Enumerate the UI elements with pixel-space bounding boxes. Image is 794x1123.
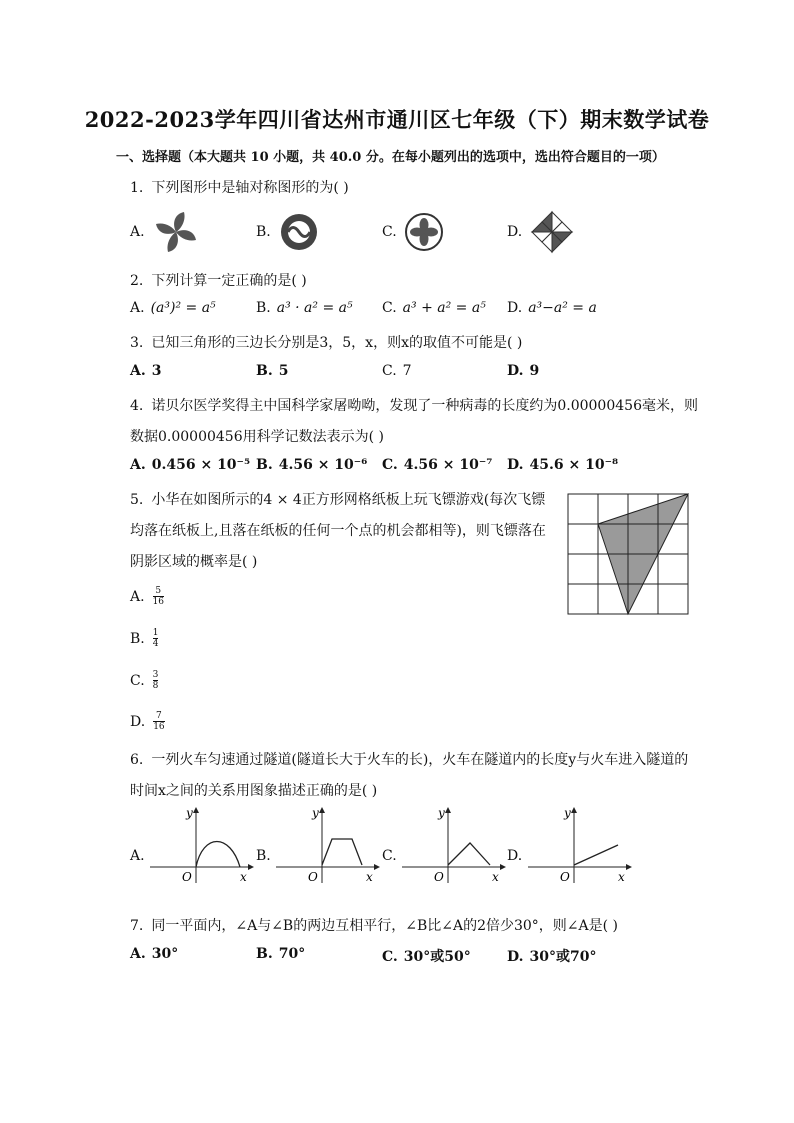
- question-text-line-1: 一列火车匀速通过隧道(隧道长大于火车的长)，火车在隧道内的长度y与火车进入隧道的: [151, 752, 689, 768]
- numerator: 3: [152, 670, 159, 680]
- q3-option-a[interactable]: [130, 363, 162, 379]
- option-label: A.: [130, 300, 145, 316]
- option-text: 0.456 × 10⁻⁵: [151, 457, 251, 473]
- q4-option-c[interactable]: [382, 457, 492, 473]
- axis-label-y: y: [564, 806, 571, 820]
- q6-option-d[interactable]: [507, 848, 522, 864]
- option-label: B.: [256, 363, 273, 379]
- q7-option-b[interactable]: [256, 946, 305, 962]
- q7-option-a[interactable]: [130, 946, 178, 962]
- denominator: 4: [152, 639, 159, 649]
- option-label: C.: [382, 224, 397, 240]
- axis-label-y: y: [312, 806, 319, 820]
- option-text: (a³)² = a⁵: [150, 300, 216, 316]
- q3-option-c[interactable]: [382, 363, 412, 379]
- q3-option-b[interactable]: [256, 363, 288, 379]
- axis-label-x: x: [366, 870, 373, 884]
- denominator: 16: [153, 722, 165, 732]
- option-label: C.: [382, 300, 397, 316]
- question-number: 5.: [130, 492, 144, 508]
- graph-d: [526, 805, 632, 885]
- fraction: [153, 670, 159, 691]
- fraction: [153, 628, 159, 649]
- option-label: A.: [130, 224, 145, 240]
- question-text: 下列计算一定正确的是( ): [151, 273, 307, 289]
- question-1: [130, 177, 349, 197]
- question-number: 1.: [130, 180, 144, 196]
- q3-option-d[interactable]: [507, 363, 539, 379]
- numerator: 7: [156, 711, 162, 721]
- origin-label: O: [308, 870, 318, 884]
- question-4-line-2: 数据0.00000456用科学记数法表示为( ): [130, 429, 384, 445]
- option-text: 70°: [278, 946, 306, 962]
- section-heading: 一、选择题（本大题共 10 小题，共 40.0 分。在每小题列出的选项中，选出符合题目的一项）: [116, 150, 665, 165]
- graph-c: [400, 805, 506, 885]
- axis-label-y: y: [186, 806, 193, 820]
- option-label: A.: [130, 457, 146, 473]
- q5-option-a[interactable]: [130, 586, 164, 607]
- question-7: [130, 915, 618, 935]
- option-text: 30°或50°: [403, 949, 471, 965]
- option-label: C.: [382, 457, 398, 473]
- option-text: 4.56 × 10⁻⁶: [278, 457, 368, 473]
- question-number: 7.: [130, 918, 144, 934]
- option-text: a³ · a² = a⁵: [276, 300, 353, 316]
- four-petal-figure: [404, 212, 444, 252]
- option-text: 30°或70°: [529, 949, 597, 965]
- axis-label-y: y: [438, 806, 445, 820]
- q1-option-d[interactable]: [507, 224, 522, 240]
- question-5-line-3: 阴影区域的概率是( ): [130, 554, 258, 570]
- question-text: 同一平面内，∠A与∠B的两边互相平行，∠B比∠A的2倍少30°，则∠A是( ): [151, 918, 619, 934]
- option-text: a³ + a² = a⁵: [402, 300, 486, 316]
- option-label: C.: [130, 672, 145, 689]
- question-6-line-2: 时间x之间的关系用图象描述正确的是( ): [130, 783, 378, 799]
- graph-b: [274, 805, 380, 885]
- option-label: B.: [256, 848, 271, 864]
- option-label: B.: [256, 224, 271, 240]
- question-number: 6.: [130, 752, 144, 768]
- question-5-line-2: 均落在纸板上,且落在纸板的任何一个点的机会都相等)，则飞镖落在: [130, 523, 546, 539]
- q5-option-d[interactable]: [130, 711, 165, 732]
- question-text-line-1: 小华在如图所示的4 × 4正方形网格纸板上玩飞镖游戏(每次飞镖: [151, 492, 546, 508]
- yin-yang-ring-figure: [279, 212, 319, 252]
- option-label: D.: [507, 457, 524, 473]
- q4-option-d[interactable]: [507, 457, 618, 473]
- option-label: D.: [130, 713, 146, 730]
- graph-a: [148, 805, 254, 885]
- option-label: D.: [507, 300, 523, 316]
- q6-option-c[interactable]: [382, 848, 397, 864]
- q6-option-a[interactable]: [130, 848, 145, 864]
- option-text: 7: [402, 363, 412, 379]
- question-text: 下列图形中是轴对称图形的为( ): [151, 180, 349, 196]
- q6-option-b[interactable]: [256, 848, 271, 864]
- question-2: [130, 270, 307, 290]
- option-label: D.: [507, 949, 524, 965]
- question-5: [130, 489, 545, 509]
- q1-option-c[interactable]: [382, 224, 397, 240]
- q2-option-d[interactable]: [507, 300, 597, 316]
- option-text: 4.56 × 10⁻⁷: [403, 457, 493, 473]
- option-label: C.: [382, 363, 397, 379]
- denominator: 16: [152, 597, 165, 607]
- question-number: 2.: [130, 273, 144, 289]
- question-text-line-1: 诺贝尔医学奖得主中国科学家屠呦呦，发现了一种病毒的长度约为0.00000456毫米，则: [151, 398, 698, 414]
- option-label: B.: [256, 946, 273, 962]
- option-label: B.: [256, 300, 271, 316]
- axis-label-x: x: [240, 870, 247, 884]
- windmill-figure: [529, 209, 575, 255]
- q7-option-d[interactable]: [507, 946, 596, 966]
- dartboard-grid-figure: [566, 492, 690, 616]
- q5-option-c[interactable]: [130, 670, 158, 691]
- page-title: 2022-2023学年四川省达州市通川区七年级（下）期末数学试卷: [84, 107, 710, 132]
- numerator: 5: [155, 586, 162, 596]
- option-label: D.: [507, 848, 523, 864]
- option-text: 3: [151, 363, 162, 379]
- pinwheel-figure: [154, 210, 198, 254]
- question-6: [130, 749, 688, 769]
- option-text: 5: [278, 363, 289, 379]
- q4-option-a[interactable]: [130, 457, 250, 473]
- option-label: B.: [256, 457, 273, 473]
- q5-option-b[interactable]: [130, 628, 158, 649]
- fraction: [153, 711, 164, 732]
- option-label: C.: [382, 949, 398, 965]
- question-number: 4.: [130, 398, 144, 414]
- q2-option-c[interactable]: [382, 300, 486, 316]
- option-label: A.: [130, 588, 145, 605]
- q2-option-b[interactable]: [256, 300, 353, 316]
- question-text: 已知三角形的三边长分别是3，5，x，则x的取值不可能是( ): [151, 335, 523, 351]
- question-4: [130, 395, 698, 415]
- axis-label-x: x: [492, 870, 499, 884]
- origin-label: O: [182, 870, 192, 884]
- origin-label: O: [434, 870, 444, 884]
- q1-option-b[interactable]: [256, 224, 271, 240]
- option-label: A.: [130, 848, 145, 864]
- option-label: C.: [382, 848, 397, 864]
- numerator: 1: [152, 628, 159, 638]
- denominator: 8: [152, 681, 159, 691]
- option-label: B.: [130, 630, 145, 647]
- q2-option-a[interactable]: [130, 300, 216, 316]
- option-text: 30°: [151, 946, 179, 962]
- option-label: D.: [507, 363, 524, 379]
- origin-label: O: [560, 870, 570, 884]
- option-label: A.: [130, 946, 146, 962]
- q7-option-c[interactable]: [382, 946, 471, 966]
- q4-option-b[interactable]: [256, 457, 367, 473]
- question-3: [130, 332, 522, 352]
- option-label: A.: [130, 363, 146, 379]
- option-text: a³−a² = a: [528, 300, 597, 316]
- q1-option-a[interactable]: [130, 224, 145, 240]
- axis-label-x: x: [618, 870, 625, 884]
- option-text: 45.6 × 10⁻⁸: [529, 457, 619, 473]
- option-text: 9: [529, 363, 540, 379]
- option-label: D.: [507, 224, 523, 240]
- fraction: [153, 586, 164, 607]
- question-number: 3.: [130, 335, 144, 351]
